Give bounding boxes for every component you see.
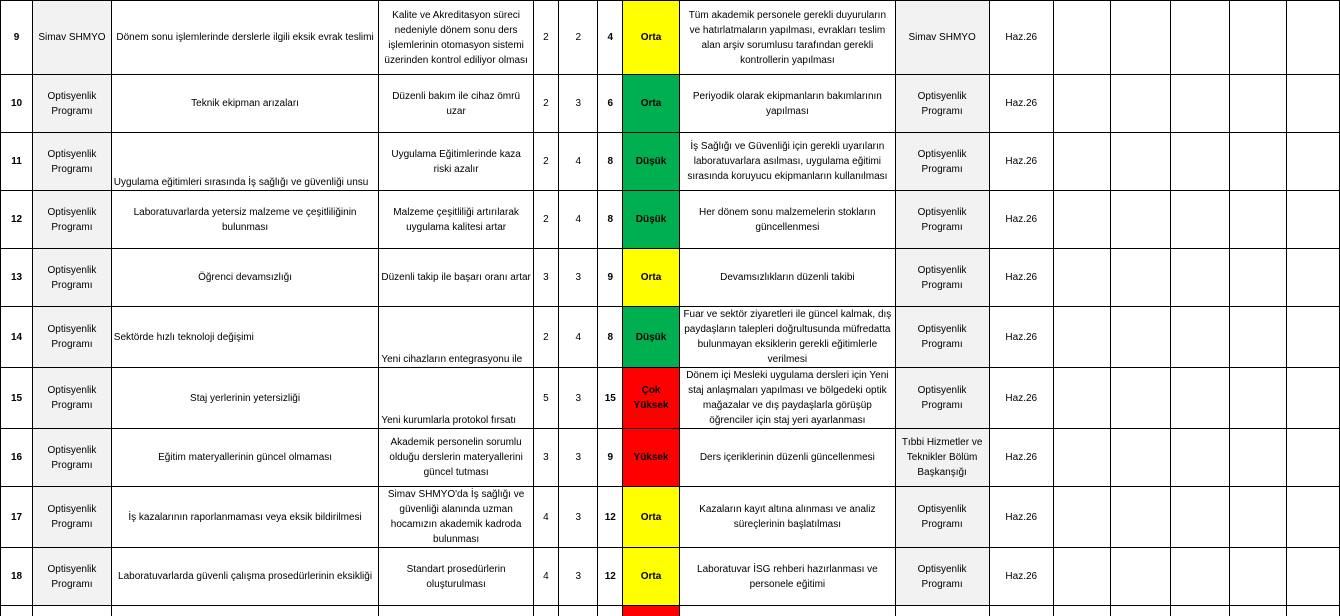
impact-cell[interactable]: 3 (559, 75, 598, 133)
score-cell[interactable]: 6 (598, 75, 623, 133)
risk-level-cell[interactable]: Orta (623, 75, 680, 133)
row-number-cell[interactable]: 15 (1, 368, 33, 429)
risk-cell[interactable]: Uygulama eğitimleri sırasında İş sağlığı ve güvenliği unsu (111, 133, 379, 191)
impact-cell[interactable]: 3 (559, 368, 598, 429)
empty-cell[interactable] (1230, 191, 1287, 249)
row-number-cell[interactable]: 14 (1, 307, 33, 368)
empty-cell[interactable] (1111, 307, 1171, 368)
empty-cell[interactable] (1287, 307, 1340, 368)
empty-cell[interactable] (1287, 191, 1340, 249)
date-cell[interactable]: Haz.26 (989, 133, 1053, 191)
table-row (1, 307, 1340, 368)
empty-cell[interactable] (1054, 606, 1111, 616)
table-row (1, 487, 1340, 548)
action-cell[interactable]: Tüm akademik personele gerekli duyuruların ve hatırlatmaların yapılması, evrakları teslim alan arşiv sorumlusu tarafından gerekli kontrollerin yapılması (680, 1, 896, 75)
empty-cell[interactable] (1111, 606, 1171, 616)
impact-cell[interactable]: 3 (559, 487, 598, 548)
date-cell[interactable]: Haz.26 (989, 368, 1053, 429)
row-number-cell[interactable]: 18 (1, 548, 33, 606)
empty-cell[interactable] (533, 606, 558, 616)
empty-cell[interactable] (1287, 429, 1340, 487)
empty-cell[interactable] (1287, 133, 1340, 191)
empty-cell[interactable] (1171, 249, 1230, 307)
risk-cell[interactable]: Teknik ekipman arızaları (111, 75, 379, 133)
probability-cell[interactable]: 3 (533, 249, 558, 307)
risk-level-cell[interactable]: Yüksek (623, 429, 680, 487)
action-cell[interactable]: Devamsızlıkların düzenli takibi (680, 249, 896, 307)
empty-cell[interactable] (1111, 487, 1171, 548)
probability-cell[interactable]: 2 (533, 1, 558, 75)
row-number-cell[interactable]: 12 (1, 191, 33, 249)
impact-cell[interactable]: 4 (559, 307, 598, 368)
unit-cell[interactable]: Simav SHMYO (33, 1, 112, 75)
unit-cell[interactable]: Optisyenlik Programı (33, 429, 112, 487)
unit-cell[interactable]: Optisyenlik Programı (33, 548, 112, 606)
risk-cell[interactable]: İş kazalarının raporlanmaması veya eksik bildirilmesi (111, 487, 379, 548)
empty-cell[interactable] (1, 606, 33, 616)
action-cell[interactable]: Dönem içi Mesleki uygulama dersleri için Yeni staj anlaşmaları yapılması ve bölgedeki optik mağazalar ve dış paydaşlarla görüşüp öğrenciler için staj yeri ayarlanması (680, 368, 896, 429)
empty-cell[interactable] (1054, 487, 1111, 548)
action-cell[interactable]: Periyodik olarak ekipmanların bakımlarının yapılması (680, 75, 896, 133)
unit-cell[interactable]: Optisyenlik Programı (33, 75, 112, 133)
empty-cell[interactable] (1054, 75, 1111, 133)
table-row (1, 606, 1340, 616)
responsible-cell[interactable]: Optisyenlik Programı (895, 368, 989, 429)
empty-cell[interactable] (680, 606, 896, 616)
opportunity-cell[interactable]: Yeni cihazların entegrasyonu ile (379, 307, 534, 368)
empty-cell[interactable] (1287, 606, 1340, 616)
score-cell[interactable]: 8 (598, 307, 623, 368)
opportunity-cell[interactable]: Simav SHMYO'da İş sağlığı ve güvenliği alanında uzman hocamızın akademik kadroda bulunması (379, 487, 534, 548)
empty-cell[interactable] (33, 606, 112, 616)
table-row (1, 191, 1340, 249)
empty-cell[interactable] (895, 606, 989, 616)
date-cell[interactable]: Haz.26 (989, 75, 1053, 133)
empty-cell[interactable] (1111, 429, 1171, 487)
opportunity-cell[interactable]: Akademik personelin sorumlu olduğu derslerin materyallerini güncel tutması (379, 429, 534, 487)
impact-cell[interactable]: 3 (559, 548, 598, 606)
row-number-cell[interactable]: 9 (1, 1, 33, 75)
empty-cell[interactable] (1111, 191, 1171, 249)
empty-cell[interactable] (1111, 368, 1171, 429)
opportunity-cell[interactable]: Kalite ve Akreditasyon süreci nedeniyle dönem sonu ders işlemlerinin otomasyon sistemi üzerinden kontrol ediliyor olması (379, 1, 534, 75)
score-cell[interactable]: 15 (598, 368, 623, 429)
risk-cell[interactable]: Staj yerlerinin yetersizliği (111, 368, 379, 429)
score-cell[interactable]: 12 (598, 487, 623, 548)
impact-cell[interactable]: 3 (559, 429, 598, 487)
score-cell[interactable]: 12 (598, 548, 623, 606)
empty-cell[interactable] (1171, 133, 1230, 191)
empty-cell[interactable] (1054, 191, 1111, 249)
unit-cell[interactable]: Optisyenlik Programı (33, 368, 112, 429)
empty-cell[interactable] (1111, 75, 1171, 133)
empty-cell[interactable] (1111, 133, 1171, 191)
probability-cell[interactable]: 4 (533, 548, 558, 606)
empty-cell[interactable] (1171, 75, 1230, 133)
empty-cell[interactable] (1230, 75, 1287, 133)
empty-cell[interactable] (1287, 1, 1340, 75)
empty-cell[interactable] (1054, 249, 1111, 307)
table-row (1, 249, 1340, 307)
date-cell[interactable]: Haz.26 (989, 249, 1053, 307)
empty-cell[interactable] (1054, 548, 1111, 606)
empty-cell[interactable] (111, 606, 379, 616)
table-row (1, 75, 1340, 133)
risk-level-cell[interactable]: Orta (623, 548, 680, 606)
impact-cell[interactable]: 2 (559, 1, 598, 75)
probability-cell[interactable]: 2 (533, 307, 558, 368)
score-cell[interactable]: 8 (598, 133, 623, 191)
score-cell[interactable]: 9 (598, 249, 623, 307)
empty-cell[interactable] (1171, 191, 1230, 249)
opportunity-cell[interactable]: Malzeme çeşitliliği artırılarak uygulama kalitesi artar (379, 191, 534, 249)
empty-cell[interactable] (1054, 133, 1111, 191)
empty-cell[interactable] (1230, 1, 1287, 75)
empty-cell[interactable] (1171, 548, 1230, 606)
table-row (1, 548, 1340, 606)
row-number-cell[interactable]: 16 (1, 429, 33, 487)
empty-cell[interactable] (379, 606, 534, 616)
risk-level-cell[interactable]: Düşük (623, 191, 680, 249)
score-cell[interactable]: 4 (598, 1, 623, 75)
risk-cell[interactable]: Eğitim materyallerinin güncel olmaması (111, 429, 379, 487)
responsible-cell[interactable]: Optisyenlik Programı (895, 75, 989, 133)
probability-cell[interactable]: 5 (533, 368, 558, 429)
empty-cell[interactable] (1171, 606, 1230, 616)
empty-cell[interactable] (1287, 487, 1340, 548)
empty-cell[interactable] (1230, 548, 1287, 606)
empty-cell[interactable] (1171, 368, 1230, 429)
responsible-cell[interactable]: Optisyenlik Programı (895, 133, 989, 191)
action-cell[interactable]: Kazaların kayıt altına alınması ve analiz süreçlerinin başlatılması (680, 487, 896, 548)
table-body (1, 1, 1340, 616)
action-cell[interactable]: Ders içeriklerinin düzenli güncellenmesi (680, 429, 896, 487)
empty-cell[interactable] (598, 606, 623, 616)
empty-cell[interactable] (1230, 368, 1287, 429)
empty-cell[interactable] (623, 606, 680, 616)
row-number-cell[interactable]: 10 (1, 75, 33, 133)
impact-cell[interactable]: 3 (559, 249, 598, 307)
risk-level-cell[interactable]: Düşük (623, 133, 680, 191)
risk-cell[interactable]: Sektörde hızlı teknoloji değişimi (111, 307, 379, 368)
row-number-cell[interactable]: 17 (1, 487, 33, 548)
responsible-cell[interactable]: Optisyenlik Programı (895, 307, 989, 368)
date-cell[interactable]: Haz.26 (989, 1, 1053, 75)
empty-cell[interactable] (1287, 249, 1340, 307)
table-row (1, 429, 1340, 487)
probability-cell[interactable]: 3 (533, 429, 558, 487)
responsible-cell[interactable]: Tıbbi Hizmetler ve Teknikler Bölüm Başkanşığı (895, 429, 989, 487)
row-number-cell[interactable]: 13 (1, 249, 33, 307)
responsible-cell[interactable]: Optisyenlik Programı (895, 487, 989, 548)
impact-cell[interactable]: 4 (559, 133, 598, 191)
risk-level-cell[interactable]: Orta (623, 1, 680, 75)
date-cell[interactable]: Haz.26 (989, 548, 1053, 606)
probability-cell[interactable]: 2 (533, 133, 558, 191)
empty-cell[interactable] (1054, 429, 1111, 487)
empty-cell[interactable] (559, 606, 598, 616)
empty-cell[interactable] (989, 606, 1053, 616)
responsible-cell[interactable]: Simav SHMYO (895, 1, 989, 75)
risk-level-cell[interactable]: Orta (623, 487, 680, 548)
risk-cell[interactable]: Laboratuvarlarda yetersiz malzeme ve çeşitliliğinin bulunması (111, 191, 379, 249)
empty-cell[interactable] (1054, 368, 1111, 429)
empty-cell[interactable] (1111, 249, 1171, 307)
action-cell[interactable]: Fuar ve sektör ziyaretleri ile güncel kalmak, dış paydaşların talepleri doğrultusunda müfredatta bulunmayan eksiklerin gerekli eğitimlerle verilmesi (680, 307, 896, 368)
probability-cell[interactable]: 2 (533, 191, 558, 249)
unit-cell[interactable]: Optisyenlik Programı (33, 191, 112, 249)
date-cell[interactable]: Haz.26 (989, 191, 1053, 249)
empty-cell[interactable] (1054, 1, 1111, 75)
responsible-cell[interactable]: Optisyenlik Programı (895, 548, 989, 606)
row-number-cell[interactable]: 11 (1, 133, 33, 191)
action-cell[interactable]: Laboratuvar İSG rehberi hazırlanması ve personele eğitimi (680, 548, 896, 606)
action-cell[interactable]: İş Sağlığı ve Güvenliği için gerekli uyarıların laboratuvarlara asılması, uygulama eğitimi sırasında koruyucu ekipmanların kullanılması (680, 133, 896, 191)
empty-cell[interactable] (1111, 548, 1171, 606)
table-row (1, 368, 1340, 429)
unit-cell[interactable]: Optisyenlik Programı (33, 307, 112, 368)
probability-cell[interactable]: 4 (533, 487, 558, 548)
date-cell[interactable]: Haz.26 (989, 487, 1053, 548)
empty-cell[interactable] (1287, 368, 1340, 429)
table-row (1, 1, 1340, 75)
risk-level-cell[interactable]: Orta (623, 249, 680, 307)
empty-cell[interactable] (1230, 307, 1287, 368)
empty-cell[interactable] (1230, 429, 1287, 487)
opportunity-cell[interactable]: Uygulama Eğitimlerinde kaza riski azalır (379, 133, 534, 191)
risk-cell[interactable]: Laboratuvarlarda güvenli çalışma prosedürlerinin eksikliği (111, 548, 379, 606)
date-cell[interactable]: Haz.26 (989, 429, 1053, 487)
table-row (1, 133, 1340, 191)
opportunity-cell[interactable]: Düzenli takip ile başarı oranı artar (379, 249, 534, 307)
impact-cell[interactable]: 4 (559, 191, 598, 249)
score-cell[interactable]: 8 (598, 191, 623, 249)
empty-cell[interactable] (1171, 487, 1230, 548)
score-cell[interactable]: 9 (598, 429, 623, 487)
empty-cell[interactable] (1287, 75, 1340, 133)
risk-cell[interactable]: Öğrenci devamsızlığı (111, 249, 379, 307)
opportunity-cell[interactable]: Standart prosedürlerin oluşturulması (379, 548, 534, 606)
empty-cell[interactable] (1230, 487, 1287, 548)
opportunity-cell[interactable]: Yeni kurumlarla protokol fırsatı (379, 368, 534, 429)
opportunity-cell[interactable]: Düzenli bakım ile cihaz ömrü uzar (379, 75, 534, 133)
responsible-cell[interactable]: Optisyenlik Programı (895, 249, 989, 307)
unit-cell[interactable]: Optisyenlik Programı (33, 249, 112, 307)
empty-cell[interactable] (1171, 1, 1230, 75)
unit-cell[interactable]: Optisyenlik Programı (33, 133, 112, 191)
date-cell[interactable]: Haz.26 (989, 307, 1053, 368)
empty-cell[interactable] (1230, 606, 1287, 616)
empty-cell[interactable] (1111, 1, 1171, 75)
probability-cell[interactable]: 2 (533, 75, 558, 133)
empty-cell[interactable] (1230, 249, 1287, 307)
empty-cell[interactable] (1287, 548, 1340, 606)
risk-level-cell[interactable]: Düşük (623, 307, 680, 368)
empty-cell[interactable] (1171, 307, 1230, 368)
action-cell[interactable]: Her dönem sonu malzemelerin stokların güncellenmesi (680, 191, 896, 249)
unit-cell[interactable]: Optisyenlik Programı (33, 487, 112, 548)
risk-level-cell[interactable]: Çok Yüksek (623, 368, 680, 429)
empty-cell[interactable] (1230, 133, 1287, 191)
empty-cell[interactable] (1171, 429, 1230, 487)
responsible-cell[interactable]: Optisyenlik Programı (895, 191, 989, 249)
empty-cell[interactable] (1054, 307, 1111, 368)
risk-cell[interactable]: Dönem sonu işlemlerinde derslerle ilgili eksik evrak teslimi (111, 1, 379, 75)
